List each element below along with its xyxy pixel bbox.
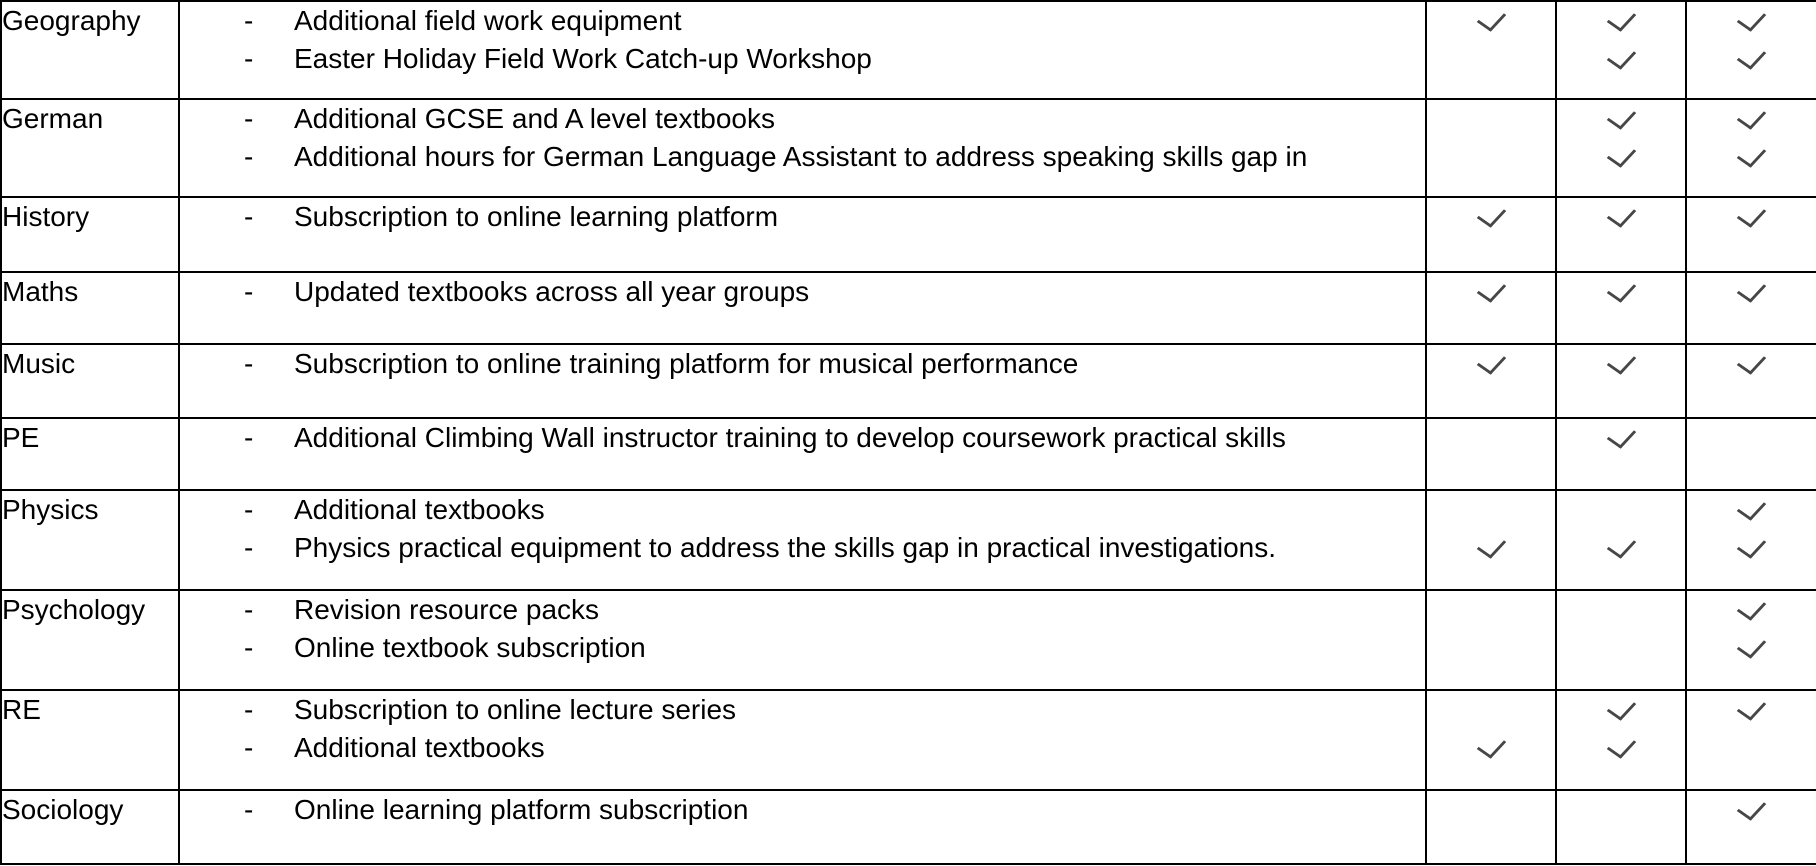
actions-cell (179, 197, 1426, 272)
check-mark-icon (1476, 5, 1506, 32)
action-text: Additional textbooks (294, 494, 545, 525)
tick-cell-1 (1426, 1, 1556, 99)
tick-slot (1427, 591, 1555, 629)
check-mark-icon (1606, 43, 1636, 70)
tick-slot (1687, 138, 1816, 176)
tick-cell-2 (1556, 490, 1686, 590)
table-row (1, 418, 1816, 490)
subject-cell: Psychology (1, 590, 179, 690)
action-text: Additional field work equipment (294, 5, 682, 36)
subject-cell: Sociology (1, 790, 179, 864)
tick-cell-2 (1556, 344, 1686, 418)
subject-cell: RE (1, 690, 179, 790)
dash-bullet: - (244, 494, 254, 525)
actions-cell (179, 1, 1426, 99)
dash-bullet: - (244, 632, 254, 663)
tick-cell-2 (1556, 197, 1686, 272)
table-row (1, 272, 1816, 344)
check-mark-icon (1476, 532, 1506, 559)
tick-cell-3 (1686, 272, 1816, 344)
tick-cell-2 (1556, 272, 1686, 344)
action-item (180, 591, 1425, 629)
table-row (1, 690, 1816, 790)
actions-cell (179, 790, 1426, 864)
tick-slot (1427, 729, 1555, 767)
check-mark-icon (1606, 5, 1636, 32)
tick-cell-2 (1556, 590, 1686, 690)
action-text: Online textbook subscription (294, 632, 646, 663)
check-mark-icon (1737, 532, 1767, 559)
tick-cell-3 (1686, 490, 1816, 590)
tick-cell-1 (1426, 344, 1556, 418)
tick-slot (1687, 198, 1816, 236)
tick-slot (1427, 529, 1555, 567)
table-body (1, 1, 1816, 864)
tick-slot (1687, 273, 1816, 311)
action-text: Online learning platform subscription (294, 794, 749, 825)
action-text: Additional GCSE and A level textbooks (294, 103, 775, 134)
actions-cell (179, 272, 1426, 344)
dash-bullet: - (244, 532, 254, 563)
action-text: Additional Climbing Wall instructor training to develop coursework practical skills (294, 422, 1286, 453)
tick-slot (1557, 629, 1685, 667)
tick-slot (1427, 345, 1555, 383)
tick-slot (1687, 491, 1816, 529)
dash-bullet: - (244, 201, 254, 232)
dash-bullet: - (244, 103, 254, 134)
action-text: Revision resource packs (294, 594, 600, 625)
action-text: Updated textbooks across all year groups (294, 276, 810, 307)
tick-slot (1427, 138, 1555, 176)
actions-cell (179, 99, 1426, 197)
check-mark-icon (1737, 5, 1767, 32)
subject-cell: German (1, 99, 179, 197)
tick-cell-1 (1426, 418, 1556, 490)
dash-bullet: - (244, 694, 254, 725)
dash-bullet: - (244, 5, 254, 36)
check-mark-icon (1606, 422, 1636, 449)
tick-slot (1557, 491, 1685, 529)
tick-slot (1427, 40, 1555, 78)
dash-bullet: - (244, 141, 254, 172)
check-mark-icon (1606, 694, 1636, 721)
check-mark-icon (1606, 276, 1636, 303)
tick-slot (1557, 40, 1685, 78)
tick-slot (1687, 345, 1816, 383)
tick-cell-3 (1686, 1, 1816, 99)
subject-cell: Geography (1, 1, 179, 99)
tick-slot (1687, 419, 1816, 457)
tick-cell-3 (1686, 690, 1816, 790)
tick-slot (1557, 729, 1685, 767)
tick-slot (1557, 345, 1685, 383)
dash-bullet: - (244, 276, 254, 307)
check-mark-icon (1606, 201, 1636, 228)
dash-bullet: - (244, 732, 254, 763)
action-item (180, 691, 1425, 729)
tick-cell-2 (1556, 1, 1686, 99)
dash-bullet: - (244, 594, 254, 625)
dash-bullet: - (244, 348, 254, 379)
tick-cell-3 (1686, 99, 1816, 197)
action-item (180, 729, 1425, 767)
check-mark-icon (1476, 732, 1506, 759)
check-mark-icon (1606, 141, 1636, 168)
action-text: Additional textbooks (294, 732, 545, 763)
check-mark-icon (1737, 348, 1767, 375)
table-row (1, 590, 1816, 690)
tick-slot (1687, 529, 1816, 567)
check-mark-icon (1737, 694, 1767, 721)
action-text: Subscription to online training platform for musical performance (294, 348, 1079, 379)
tick-slot (1557, 273, 1685, 311)
action-text: Additional hours for German Language Assistant to address speaking skills gap in (294, 141, 1308, 172)
tick-cell-3 (1686, 790, 1816, 864)
tick-cell-2 (1556, 418, 1686, 490)
action-item (180, 40, 1425, 78)
tick-slot (1427, 2, 1555, 40)
tick-slot (1687, 729, 1816, 767)
table-row (1, 344, 1816, 418)
check-mark-icon (1476, 276, 1506, 303)
action-item (180, 491, 1425, 529)
action-item (180, 345, 1425, 383)
action-item (180, 273, 1425, 311)
tick-cell-1 (1426, 590, 1556, 690)
check-mark-icon (1606, 348, 1636, 375)
tick-cell-3 (1686, 418, 1816, 490)
actions-cell (179, 418, 1426, 490)
subject-cell: Maths (1, 272, 179, 344)
dash-bullet: - (244, 43, 254, 74)
tick-slot (1427, 198, 1555, 236)
tick-slot (1557, 791, 1685, 829)
tick-slot (1687, 40, 1816, 78)
tick-slot (1427, 419, 1555, 457)
tick-cell-2 (1556, 99, 1686, 197)
check-mark-icon (1737, 141, 1767, 168)
tick-slot (1427, 691, 1555, 729)
tick-slot (1557, 419, 1685, 457)
tick-slot (1427, 791, 1555, 829)
check-mark-icon (1476, 348, 1506, 375)
tick-slot (1687, 629, 1816, 667)
tick-slot (1557, 138, 1685, 176)
subject-cell: History (1, 197, 179, 272)
action-item (180, 2, 1425, 40)
check-mark-icon (1737, 632, 1767, 659)
check-mark-icon (1737, 201, 1767, 228)
check-mark-icon (1737, 494, 1767, 521)
tick-slot (1687, 791, 1816, 829)
tick-cell-3 (1686, 197, 1816, 272)
table-row (1, 490, 1816, 590)
action-item (180, 629, 1425, 667)
actions-cell (179, 490, 1426, 590)
actions-cell (179, 590, 1426, 690)
tick-cell-3 (1686, 344, 1816, 418)
tick-cell-1 (1426, 490, 1556, 590)
tick-cell-1 (1426, 790, 1556, 864)
tick-cell-2 (1556, 690, 1686, 790)
action-item (180, 138, 1425, 176)
actions-cell (179, 344, 1426, 418)
tick-slot (1557, 591, 1685, 629)
tick-cell-2 (1556, 790, 1686, 864)
tick-slot (1557, 691, 1685, 729)
check-mark-icon (1737, 276, 1767, 303)
tick-cell-1 (1426, 197, 1556, 272)
check-mark-icon (1606, 732, 1636, 759)
action-text: Subscription to online learning platform (294, 201, 779, 232)
tick-slot (1427, 629, 1555, 667)
check-mark-icon (1737, 594, 1767, 621)
check-mark-icon (1476, 201, 1506, 228)
action-item (180, 419, 1425, 457)
action-text: Easter Holiday Field Work Catch-up Workshop (294, 43, 872, 74)
tick-slot (1687, 691, 1816, 729)
action-text: Physics practical equipment to address the skills gap in practical investigations. (294, 532, 1277, 563)
tick-slot (1687, 2, 1816, 40)
tick-slot (1557, 529, 1685, 567)
check-mark-icon (1737, 103, 1767, 130)
tick-slot (1557, 198, 1685, 236)
tick-cell-3 (1686, 590, 1816, 690)
tick-slot (1557, 2, 1685, 40)
tick-cell-1 (1426, 99, 1556, 197)
action-item (180, 100, 1425, 138)
table-row (1, 790, 1816, 864)
tick-cell-1 (1426, 272, 1556, 344)
actions-cell (179, 690, 1426, 790)
subject-cell: Physics (1, 490, 179, 590)
dash-bullet: - (244, 794, 254, 825)
tick-slot (1427, 100, 1555, 138)
subject-cell: PE (1, 418, 179, 490)
tick-cell-1 (1426, 690, 1556, 790)
tick-slot (1557, 100, 1685, 138)
tick-slot (1687, 591, 1816, 629)
tick-slot (1427, 491, 1555, 529)
table-row (1, 1, 1816, 99)
action-item (180, 529, 1425, 567)
subject-cell: Music (1, 344, 179, 418)
action-item (180, 791, 1425, 829)
dash-bullet: - (244, 422, 254, 453)
check-mark-icon (1737, 43, 1767, 70)
check-mark-icon (1606, 532, 1636, 559)
tick-slot (1687, 100, 1816, 138)
tick-slot (1427, 273, 1555, 311)
action-text: Subscription to online lecture series (294, 694, 737, 725)
action-item (180, 198, 1425, 236)
table-row (1, 99, 1816, 197)
check-mark-icon (1606, 103, 1636, 130)
check-mark-icon (1737, 794, 1767, 821)
table-row (1, 197, 1816, 272)
